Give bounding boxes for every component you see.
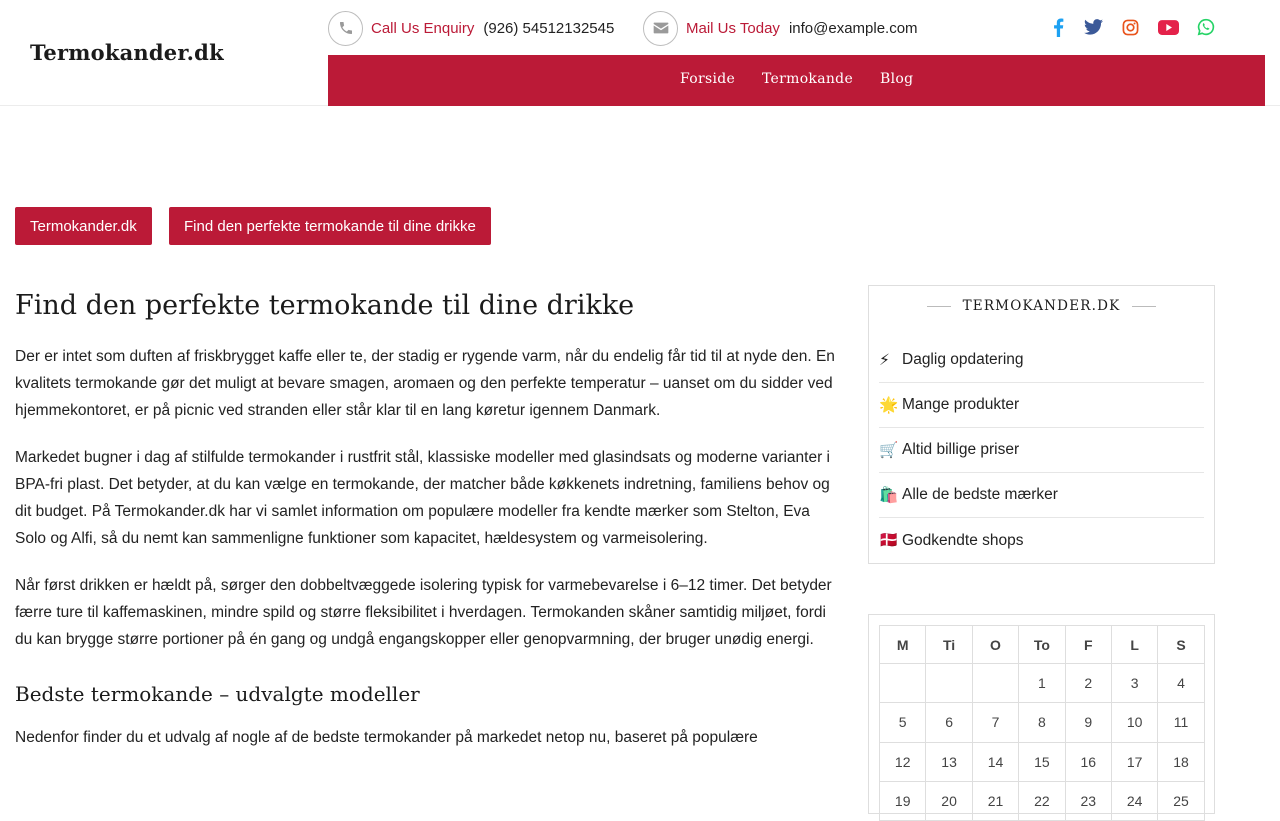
calendar-day: 14 bbox=[972, 742, 1018, 781]
calendar-day: 25 bbox=[1158, 781, 1204, 820]
divider bbox=[1132, 306, 1156, 307]
list-item-label: Altid billige priser bbox=[902, 441, 1020, 458]
list-item bbox=[879, 428, 1204, 473]
list-item bbox=[879, 518, 1204, 563]
main-navigation bbox=[328, 55, 1265, 106]
nav-item-termokande[interactable]: Termokande bbox=[762, 71, 854, 87]
calendar-widget bbox=[868, 614, 1215, 814]
section-subtitle: Bedste termokande – udvalgte modeller bbox=[15, 682, 420, 706]
article-paragraph: Nedenfor finder du et udvalg af nogle af de bedste termokander på markedet netop nu, baseret på populære bbox=[15, 729, 758, 746]
phone-value[interactable]: (926) 54512132545 bbox=[483, 19, 615, 37]
calendar-day: 18 bbox=[1158, 742, 1204, 781]
calendar-day: 21 bbox=[972, 781, 1018, 820]
calendar-day: 19 bbox=[880, 781, 926, 820]
weekday-header: M bbox=[880, 626, 926, 664]
weekday-header: L bbox=[1111, 626, 1157, 664]
list-item bbox=[879, 473, 1204, 518]
star-icon: 🌟 bbox=[879, 396, 899, 414]
calendar-day: 9 bbox=[1065, 703, 1111, 742]
list-item-label: Daglig opdatering bbox=[902, 351, 1024, 368]
phone-contact[interactable] bbox=[328, 10, 614, 46]
list-item bbox=[879, 383, 1204, 428]
calendar-day: 12 bbox=[880, 742, 926, 781]
calendar-day: 24 bbox=[1111, 781, 1157, 820]
calendar-table bbox=[879, 625, 1205, 821]
mail-value[interactable]: info@example.com bbox=[788, 19, 918, 37]
calendar-day: 3 bbox=[1111, 664, 1157, 703]
calendar-day: 11 bbox=[1158, 703, 1204, 742]
nav-item-blog[interactable]: Blog bbox=[880, 71, 914, 87]
instagram-icon[interactable] bbox=[1119, 16, 1141, 38]
youtube-icon[interactable] bbox=[1157, 16, 1179, 38]
calendar-day: 20 bbox=[926, 781, 972, 820]
widget-title-text: TERMOKANDER.DK bbox=[962, 298, 1121, 314]
cart-icon: 🛒 bbox=[879, 441, 899, 459]
weekday-header: Ti bbox=[926, 626, 972, 664]
calendar-day: 8 bbox=[1019, 703, 1065, 742]
phone-icon bbox=[328, 11, 363, 46]
calendar-day: 17 bbox=[1111, 742, 1157, 781]
divider bbox=[927, 306, 951, 307]
facebook-icon[interactable] bbox=[1047, 16, 1069, 38]
breadcrumb-current[interactable]: Find den perfekte termokande til dine drikke bbox=[169, 207, 491, 245]
mail-label: Mail Us Today bbox=[686, 19, 780, 37]
whatsapp-icon[interactable] bbox=[1195, 16, 1217, 38]
list-item-label: Alle de bedste mærker bbox=[902, 486, 1058, 503]
site-logo[interactable]: Termokander.dk bbox=[30, 40, 224, 65]
nav-item-forside[interactable]: Forside bbox=[680, 71, 736, 87]
feature-list bbox=[879, 338, 1204, 563]
article-paragraph: Der er intet som duften af friskbrygget kaffe eller te, der stadig er rygende varm, når du endelig får tid til at nyde den. En kvalitets termokande gør det muligt at bevare smagen, aromaen og den perfekte temperatur – uanset om du sidder ved hjemmekontoret, er på picnic ved stranden eller står klar til en lang køretur igennem Danmark. bbox=[15, 348, 835, 419]
weekday-header: O bbox=[972, 626, 1018, 664]
page-title: Find den perfekte termokande til dine drikke bbox=[15, 290, 635, 321]
list-item bbox=[879, 338, 1204, 383]
calendar-day: 1 bbox=[1019, 664, 1065, 703]
calendar-day: 13 bbox=[926, 742, 972, 781]
weekday-header: F bbox=[1065, 626, 1111, 664]
shopping-bags-icon: 🛍️ bbox=[879, 486, 899, 504]
calendar-day: 4 bbox=[1158, 664, 1204, 703]
calendar-day: 16 bbox=[1065, 742, 1111, 781]
denmark-flag-icon: 🇩🇰 bbox=[879, 532, 899, 549]
top-bar bbox=[328, 0, 1280, 55]
site-header bbox=[0, 0, 1280, 106]
calendar-day: 5 bbox=[880, 703, 926, 742]
list-item-label: Mange produkter bbox=[902, 396, 1020, 413]
twitter-icon[interactable] bbox=[1082, 16, 1104, 38]
calendar-day bbox=[972, 664, 1018, 703]
mail-contact[interactable] bbox=[643, 10, 918, 46]
article-content bbox=[15, 285, 845, 771]
weekday-header: To bbox=[1019, 626, 1065, 664]
lightning-icon: ⚡ bbox=[879, 351, 890, 369]
calendar-day: 7 bbox=[972, 703, 1018, 742]
sidebar-widget bbox=[868, 285, 1215, 564]
calendar-day: 2 bbox=[1065, 664, 1111, 703]
weekday-header: S bbox=[1158, 626, 1204, 664]
calendar-day bbox=[880, 664, 926, 703]
widget-title bbox=[869, 298, 1214, 314]
calendar-day: 6 bbox=[926, 703, 972, 742]
article-paragraph: Markedet bugner i dag af stilfulde termokander i rustfrit stål, klassiske modeller med glasindsats og moderne varianter i BPA-fri plast. Det betyder, at du kan vælge en termokande, der matcher både køkkenets indretning, familiens behov og dit budget. På Termokander.dk har vi samlet information om populære modeller fra kendte mærker som Stelton, Eva Solo og Alfi, så du nemt kan sammenligne funktioner som kapacitet, hældesystem og varmeisolering. bbox=[15, 449, 830, 547]
phone-label: Call Us Enquiry bbox=[371, 19, 475, 37]
calendar-day bbox=[926, 664, 972, 703]
calendar-day: 22 bbox=[1019, 781, 1065, 820]
article-paragraph: Når først drikken er hældt på, sørger den dobbeltvæggede isolering typisk for varmebevarelse i 6–12 timer. Det betyder færre ture til kaffemaskinen, mindre spild og større fleksibilitet i hverdagen. Termokanden skåner samtidig miljøet, fordi du kan brygge større portioner på én gang og undgå engangskopper eller genopvarmning, der bruger unødig energi. bbox=[15, 577, 832, 648]
breadcrumb-home[interactable]: Termokander.dk bbox=[15, 207, 152, 245]
list-item-label: Godkendte shops bbox=[902, 531, 1024, 549]
calendar-day: 23 bbox=[1065, 781, 1111, 820]
calendar-day: 15 bbox=[1019, 742, 1065, 781]
mail-icon bbox=[643, 11, 678, 46]
calendar-day: 10 bbox=[1111, 703, 1157, 742]
